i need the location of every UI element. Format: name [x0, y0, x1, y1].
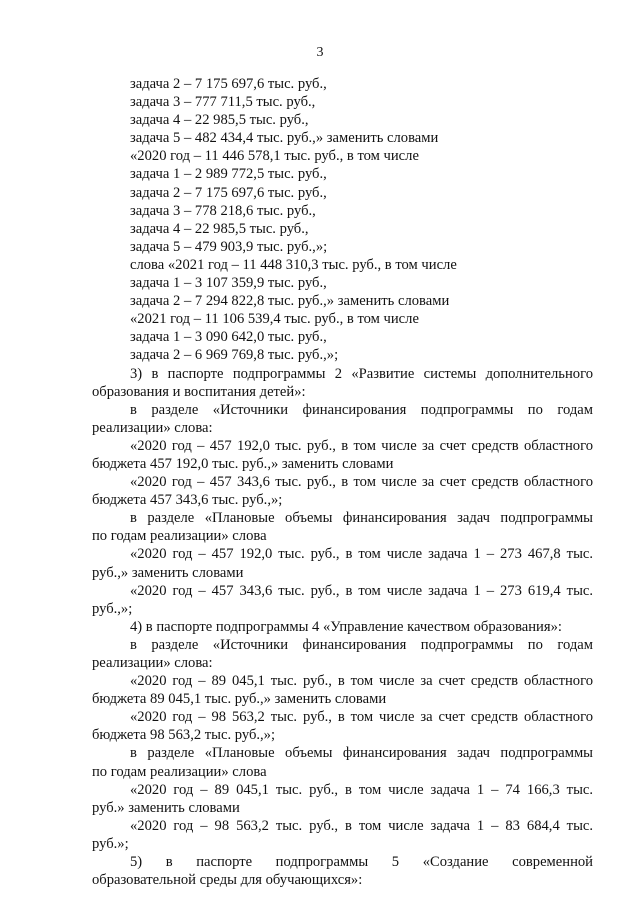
- text-line: «2021 год – 11 106 539,4 тыс. руб., в том числе: [130, 311, 419, 328]
- text-line: слова «2021 год – 11 448 310,3 тыс. руб., в том числе: [130, 256, 457, 273]
- text-line: образования и воспитания детей»:: [92, 383, 306, 400]
- text-line: задача 5 – 479 903,9 тыс. руб.,»;: [130, 238, 328, 255]
- text-line: «2020 год – 98 563,2 тыс. руб., в том числе задача 1 – 83 684,4 тыс.: [130, 817, 593, 834]
- text-line: реализации» слова:: [92, 419, 213, 436]
- document-body: [92, 75, 593, 889]
- text-line: задача 2 – 6 969 769,8 тыс. руб.,»;: [130, 347, 339, 364]
- text-line: задача 3 – 777 711,5 тыс. руб.,: [130, 94, 316, 111]
- text-line: задача 4 – 22 985,5 тыс. руб.,: [130, 220, 309, 237]
- text-line: в разделе «Источники финансирования подпрограммы по годам: [130, 401, 593, 418]
- text-line: «2020 год – 457 192,0 тыс. руб., в том числе за счет средств областного: [130, 437, 593, 454]
- text-line: задача 1 – 3 107 359,9 тыс. руб.,: [130, 275, 327, 292]
- text-line: задача 4 – 22 985,5 тыс. руб.,: [130, 112, 309, 129]
- text-line: «2020 год – 457 192,0 тыс. руб., в том числе задача 1 – 273 467,8 тыс.: [130, 546, 593, 563]
- text-line: руб.» заменить словами: [92, 799, 240, 816]
- text-line: задача 1 – 2 989 772,5 тыс. руб.,: [130, 166, 327, 183]
- text-line: руб.»;: [92, 835, 129, 852]
- text-line: «2020 год – 457 343,6 тыс. руб., в том числе за счет средств областного: [130, 474, 593, 491]
- text-line: в разделе «Источники финансирования подпрограммы по годам: [130, 636, 593, 653]
- text-line: бюджета 89 045,1 тыс. руб.,» заменить словами: [92, 691, 387, 708]
- text-line: образовательной среды для обучающихся»:: [92, 872, 363, 889]
- text-line: по годам реализации» слова: [92, 763, 267, 780]
- text-line: задача 3 – 778 218,6 тыс. руб.,: [130, 202, 316, 219]
- text-line: «2020 год – 457 343,6 тыс. руб., в том числе задача 1 – 273 619,4 тыс.: [130, 582, 593, 599]
- text-line: бюджета 98 563,2 тыс. руб.,»;: [92, 727, 276, 744]
- text-line: руб.,» заменить словами: [92, 564, 244, 581]
- text-line: 5) в паспорте подпрограммы 5 «Создание современной: [130, 854, 593, 871]
- text-line: 3) в паспорте подпрограммы 2 «Развитие системы дополнительного: [130, 365, 593, 382]
- text-line: в разделе «Плановые объемы финансирования задач подпрограммы: [130, 745, 593, 762]
- text-line: задача 5 – 482 434,4 тыс. руб.,» заменить словами: [130, 130, 439, 147]
- page-number: 3: [316, 45, 324, 60]
- text-line: бюджета 457 192,0 тыс. руб.,» заменить словами: [92, 455, 394, 472]
- text-line: задача 1 – 3 090 642,0 тыс. руб.,: [130, 329, 327, 346]
- text-line: по годам реализации» слова: [92, 528, 267, 545]
- text-line: «2020 год – 98 563,2 тыс. руб., в том числе за счет средств областного: [130, 709, 593, 726]
- text-line: в разделе «Плановые объемы финансирования задач подпрограммы: [130, 510, 593, 527]
- text-line: руб.,»;: [92, 600, 133, 617]
- text-line: «2020 год – 11 446 578,1 тыс. руб., в том числе: [130, 148, 419, 165]
- text-line: «2020 год – 89 045,1 тыс. руб., в том числе задача 1 – 74 166,3 тыс.: [130, 781, 593, 798]
- text-line: задача 2 – 7 175 697,6 тыс. руб.,: [130, 184, 327, 201]
- text-line: задача 2 – 7 175 697,6 тыс. руб.,: [130, 76, 327, 92]
- text-line: бюджета 457 343,6 тыс. руб.,»;: [92, 492, 283, 509]
- text-line: задача 2 – 7 294 822,8 тыс. руб.,» заменить словами: [130, 293, 450, 310]
- text-line: «2020 год – 89 045,1 тыс. руб., в том числе за счет средств областного: [130, 673, 593, 690]
- text-line: реализации» слова:: [92, 655, 213, 671]
- text-line: 4) в паспорте подпрограммы 4 «Управление качеством образования»:: [130, 618, 562, 635]
